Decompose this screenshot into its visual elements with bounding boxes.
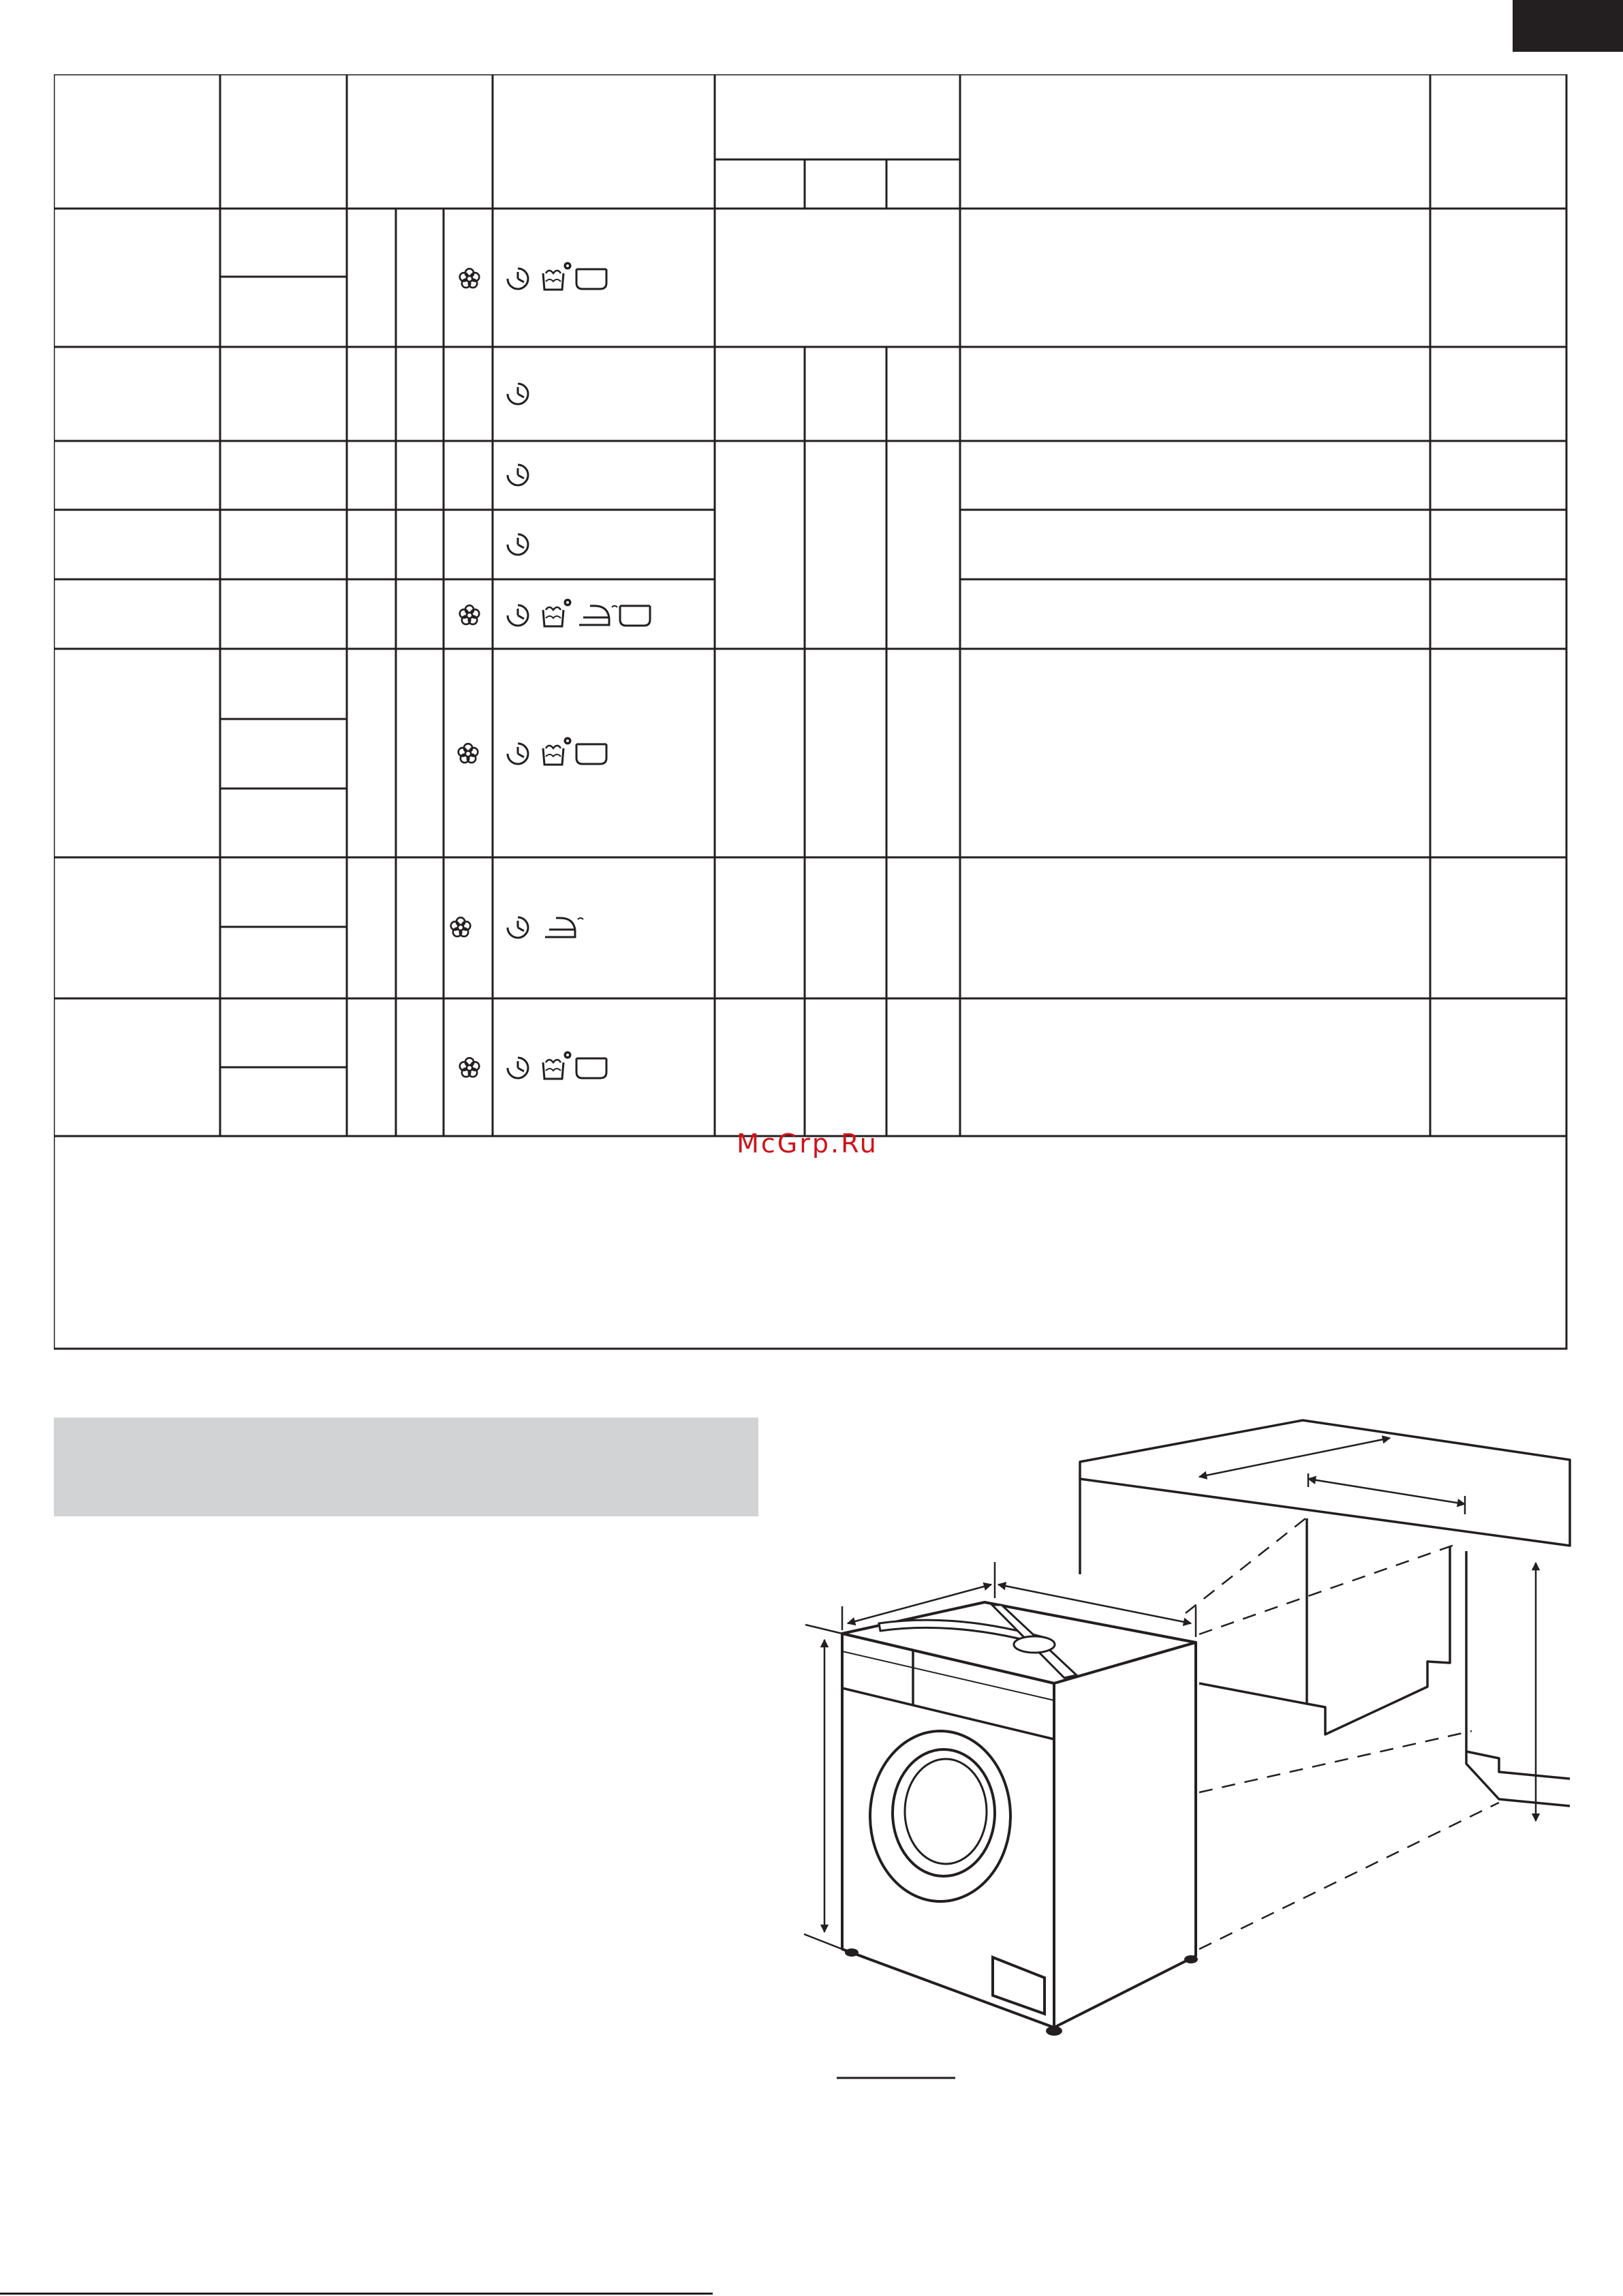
iron-icon — [579, 606, 617, 625]
section-heading-band — [54, 1418, 758, 1516]
page-corner-tab — [1513, 0, 1623, 52]
footer-rule — [0, 2293, 688, 2295]
program-table — [54, 74, 1568, 1350]
flower-icon — [460, 605, 480, 624]
flower-icon — [460, 269, 480, 288]
clock-icon — [508, 605, 528, 626]
iron-icon — [545, 918, 583, 937]
installation-diagram — [749, 1404, 1623, 2119]
clock-icon — [508, 917, 528, 938]
flower-icon — [459, 744, 478, 763]
clock-icon — [508, 534, 528, 555]
clock-icon — [508, 744, 528, 764]
basin-icon — [576, 1058, 606, 1078]
basin-icon — [576, 269, 606, 289]
flower-icon — [460, 1058, 480, 1077]
basin-icon — [576, 744, 606, 764]
washing-machine — [842, 1602, 1196, 2027]
tub-icon — [543, 1052, 572, 1080]
clock-icon — [508, 269, 528, 289]
countertop — [1080, 1420, 1570, 1574]
tub-icon — [543, 599, 572, 627]
tub-icon — [543, 262, 572, 290]
flower-icon — [451, 917, 471, 936]
footer-rule-segment — [688, 2293, 713, 2295]
clock-icon — [508, 384, 528, 404]
cabinet-niche — [1199, 1518, 1570, 1806]
clock-icon — [508, 1058, 528, 1078]
tub-icon — [543, 737, 572, 765]
basin-icon — [620, 606, 650, 626]
watermark-text: McGrp.Ru — [737, 1129, 878, 1159]
clock-icon — [508, 465, 528, 485]
